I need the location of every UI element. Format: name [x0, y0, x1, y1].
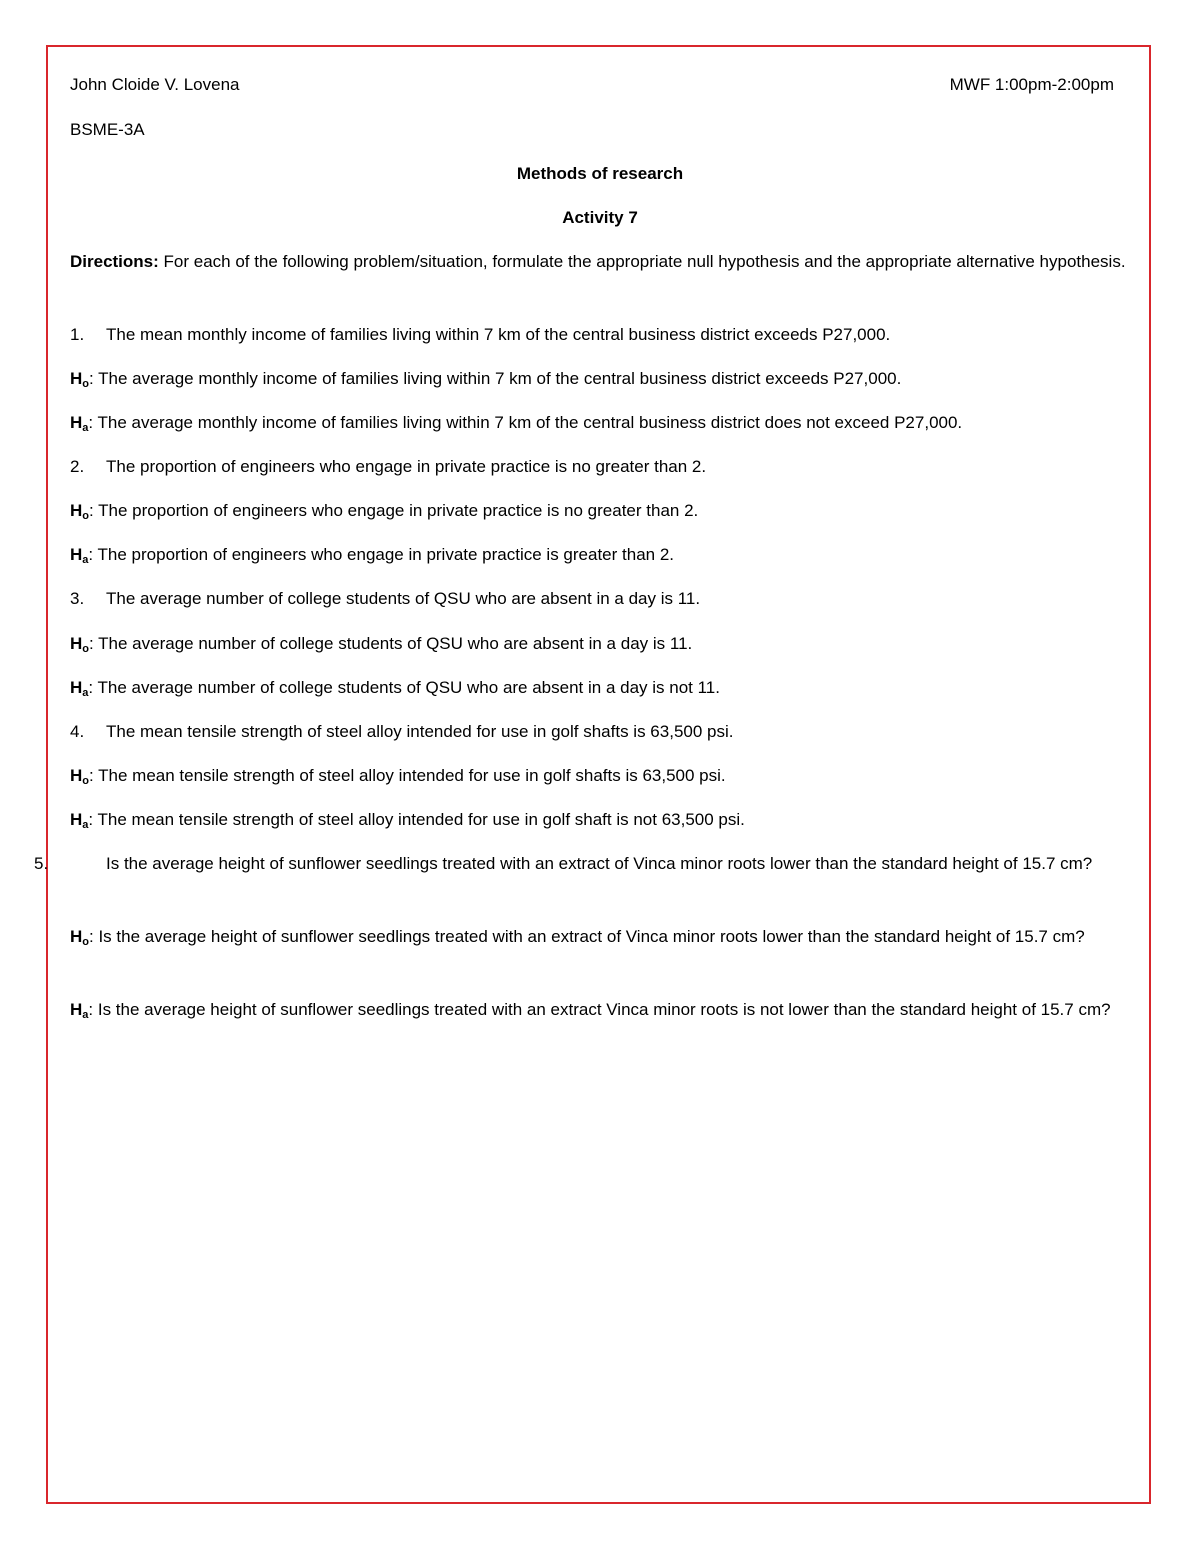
ha-text: : The average monthly income of families living within 7 km of the central business district does not exceed P27,000.	[88, 413, 963, 432]
problem-number: 3.	[70, 589, 85, 608]
problem-3	[70, 584, 700, 613]
h0-label: $H_o$	[70, 501, 90, 522]
alt-hypothesis-5	[70, 995, 1130, 1030]
directions-label: Directions:	[70, 252, 159, 271]
ha-label: $H_a$	[70, 413, 89, 434]
ha-label: $H_a$	[70, 810, 89, 831]
problem-text: The mean monthly income of families living within 7 km of the central business district exceeds P27,000.	[106, 325, 891, 344]
h0-label: $H_o$	[70, 927, 90, 948]
alt-hypothesis-4	[70, 805, 745, 840]
problem-number: 5.	[34, 854, 49, 873]
directions	[70, 247, 1130, 276]
problem-text: The mean tensile strength of steel alloy intended for use in golf shafts is 63,500 psi.	[106, 722, 734, 741]
problem-number: 1.	[70, 325, 85, 344]
problem-1	[70, 320, 890, 349]
problem-number: 2.	[70, 457, 85, 476]
class-schedule: MWF 1:00pm-2:00pm	[949, 75, 1114, 94]
null-hypothesis-4	[70, 761, 726, 796]
h0-text: : The average number of college students of QSU who are absent in a day is 11.	[89, 634, 693, 653]
problem-2	[70, 452, 706, 481]
ha-label: $H_a$	[70, 545, 89, 566]
ha-text: : The proportion of engineers who engage in private practice is greater than 2.	[88, 545, 675, 564]
h0-label: $H_o$	[70, 369, 90, 390]
null-hypothesis-1	[70, 364, 901, 399]
ha-label: $H_a$	[70, 1000, 89, 1021]
h0-text: : The average monthly income of families living within 7 km of the central business district exceeds P27,000.	[89, 369, 902, 388]
problem-4	[70, 717, 733, 746]
h0-label: $H_o$	[70, 634, 90, 655]
document-title: Methods of research	[516, 164, 684, 183]
directions-text: For each of the following problem/situation, formulate the appropriate null hypothesis and the appropriate alternative hypothesis.	[158, 252, 1126, 271]
problem-text: The proportion of engineers who engage in private practice is no greater than 2.	[106, 457, 707, 476]
problem-text: The average number of college students of QSU who are absent in a day is 11.	[106, 589, 701, 608]
ha-text: : The mean tensile strength of steel alloy intended for use in golf shaft is not 63,500 psi.	[88, 810, 745, 829]
ha-label: $H_a$	[70, 678, 89, 699]
problem-number: 4.	[70, 722, 85, 741]
h0-text: : Is the average height of sunflower seedlings treated with an extract of Vinca minor roots lower than the standard height of 15.7 cm?	[89, 927, 1085, 946]
h0-label: $H_o$	[70, 766, 90, 787]
activity-title: Activity 7	[562, 208, 638, 227]
section: BSME-3A	[70, 120, 145, 139]
alt-hypothesis-3	[70, 673, 720, 708]
ha-text: : The average number of college students of QSU who are absent in a day is not 11.	[88, 678, 720, 697]
student-name: John Cloide V. Lovena	[70, 75, 240, 94]
h0-text: : The mean tensile strength of steel alloy intended for use in golf shafts is 63,500 psi.	[89, 766, 726, 785]
ha-text: : Is the average height of sunflower seedlings treated with an extract Vinca minor roots is not lower than the standard height of 15.7 cm?	[88, 1000, 1111, 1019]
null-hypothesis-3	[70, 629, 692, 664]
null-hypothesis-5	[70, 922, 1130, 957]
null-hypothesis-2	[70, 496, 698, 531]
problem-5	[34, 849, 1130, 878]
problem-text: Is the average height of sunflower seedlings treated with an extract of Vinca minor roots lower than the standard height of 15.7 cm?	[106, 854, 1093, 873]
h0-text: : The proportion of engineers who engage in private practice is no greater than 2.	[89, 501, 699, 520]
alt-hypothesis-2	[70, 540, 674, 575]
alt-hypothesis-1	[70, 408, 962, 443]
